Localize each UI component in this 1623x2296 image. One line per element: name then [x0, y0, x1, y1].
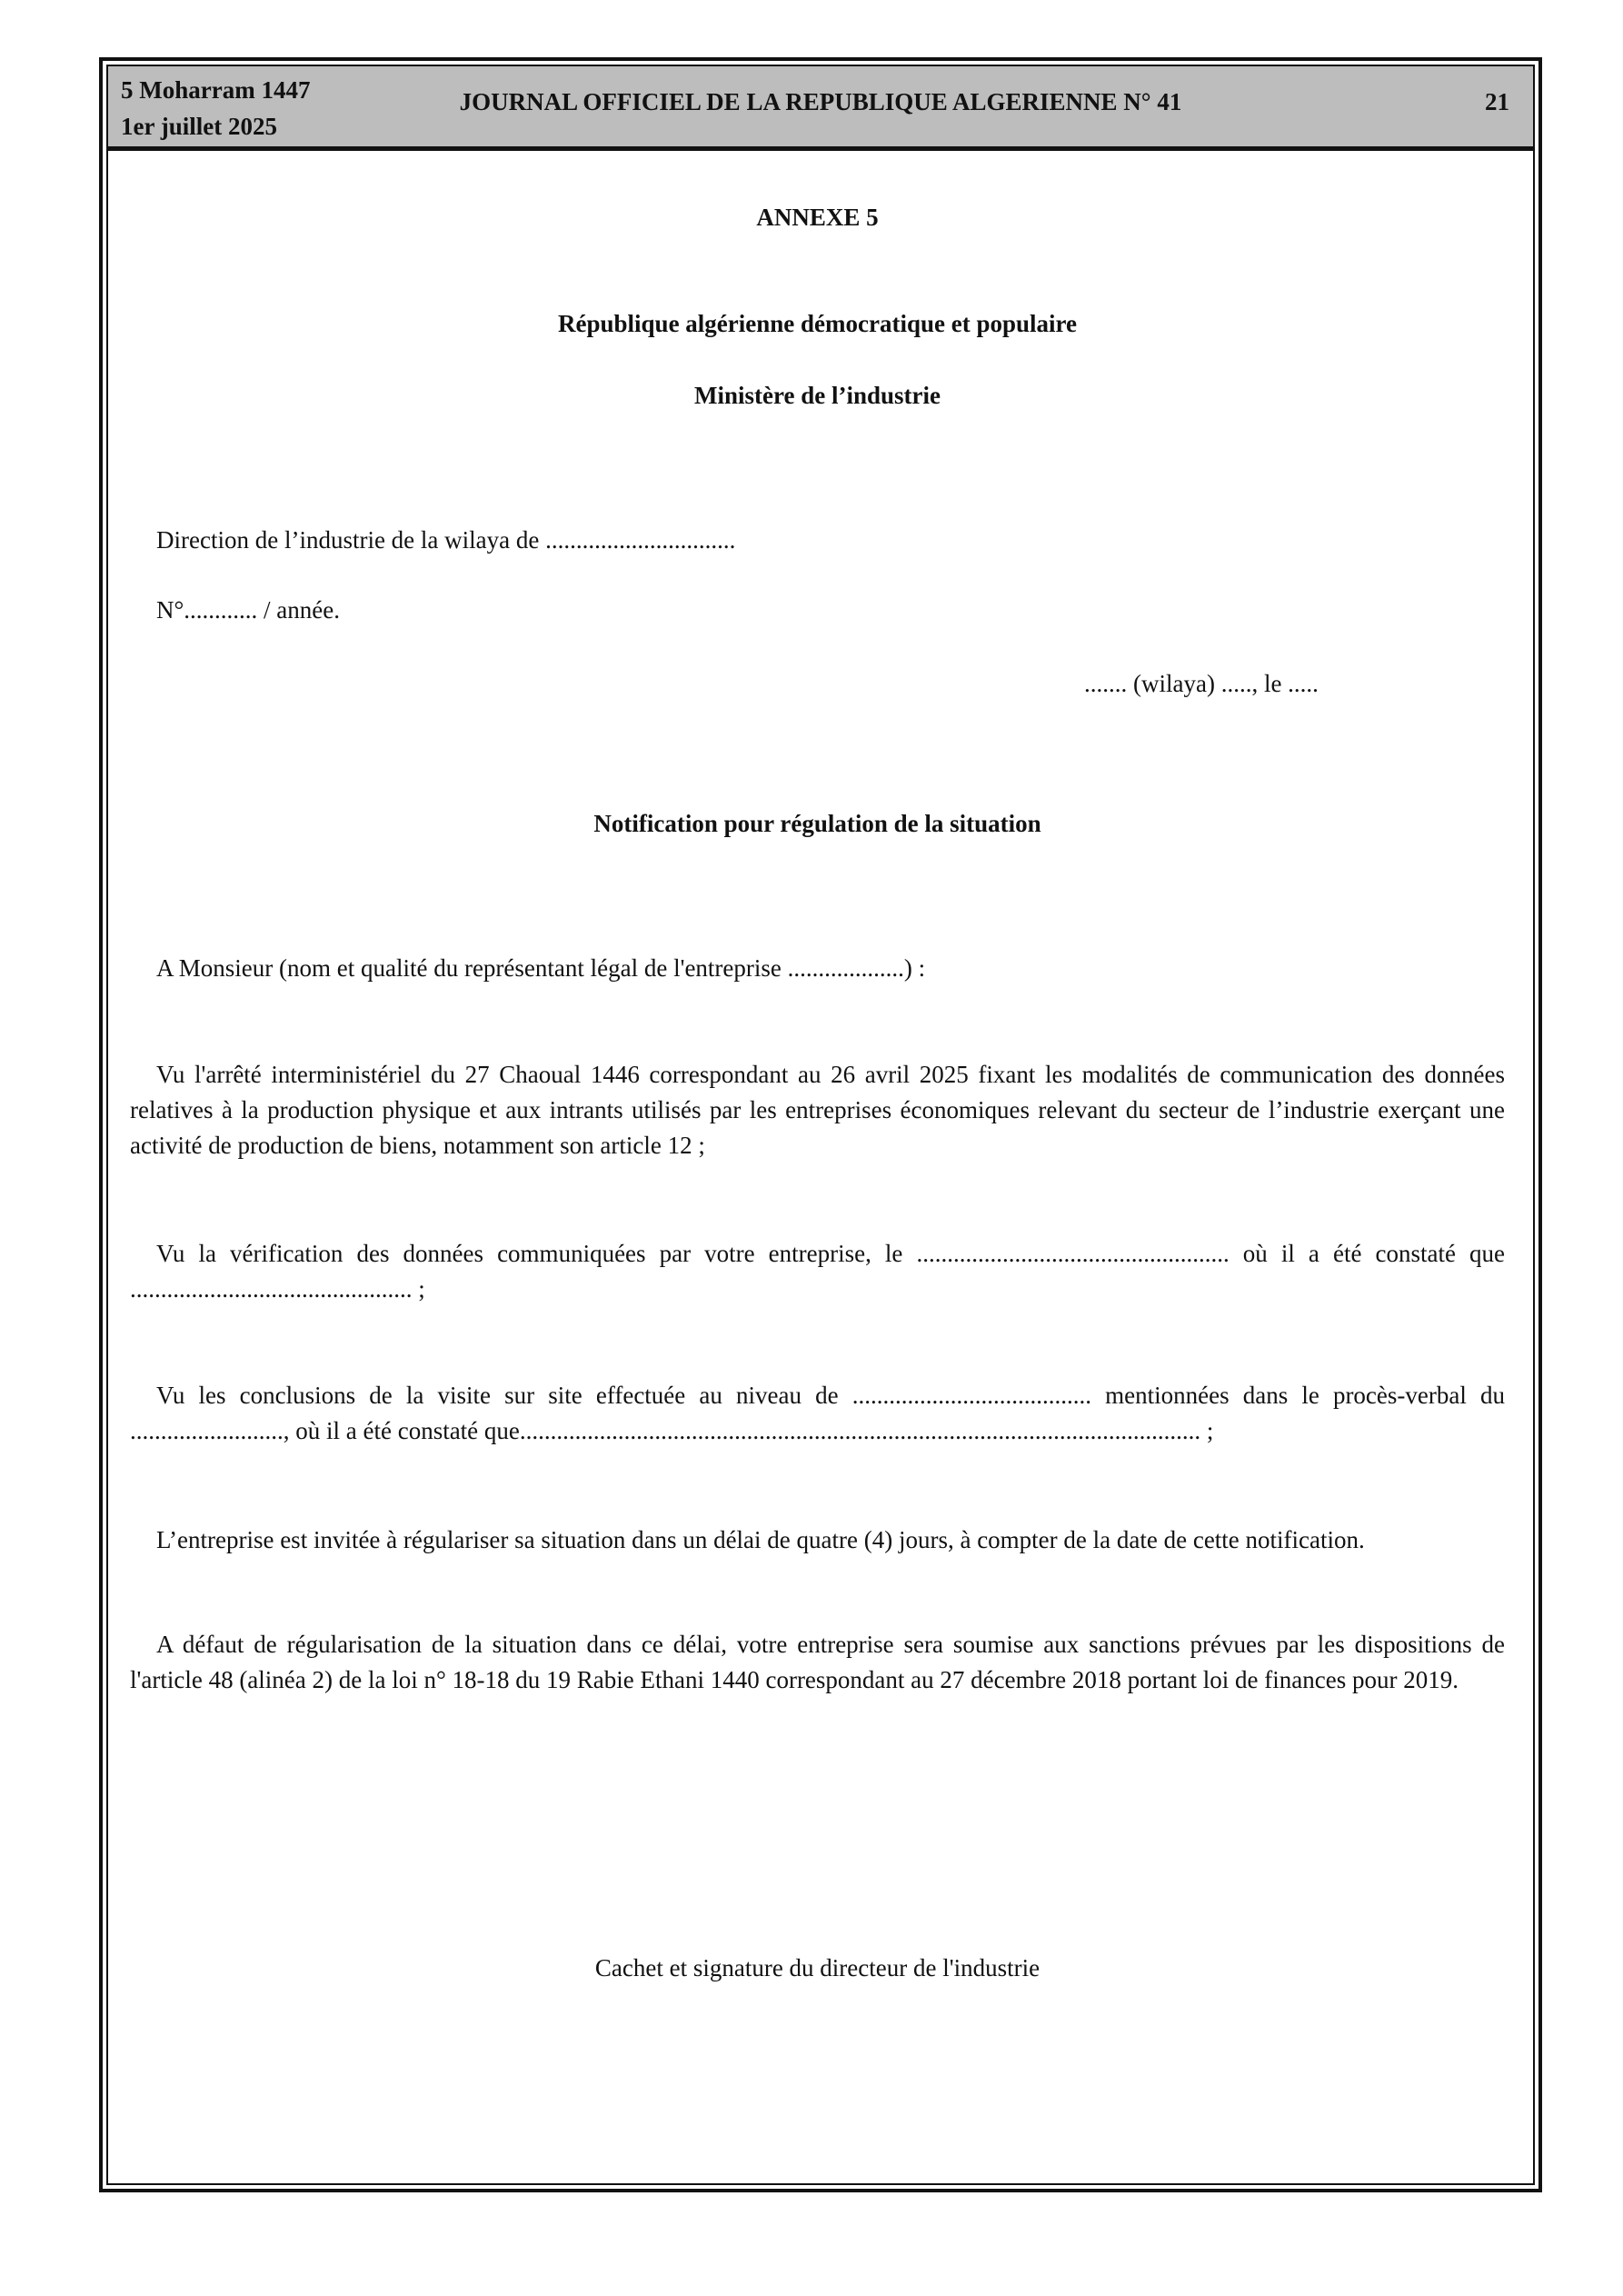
- gregorian-date: 1er juillet 2025: [121, 113, 277, 140]
- page-number: 21: [1485, 88, 1509, 115]
- direction-line: Direction de l’industrie de la wilaya de ...............................: [156, 526, 736, 554]
- reference-number: N°............ / année.: [156, 596, 340, 624]
- journal-header: [108, 66, 1533, 151]
- hijri-date: 5 Moharram 1447: [121, 76, 311, 104]
- paragraph-arrete: Vu l'arrêté interministériel du 27 Chaoual 1446 correspondant au 26 avril 2025 fixant les modalités de communication des données relatives à la production physique et aux intrants utilisés par les entreprises économiques relevant du secteur de l’industrie exerçant une activité de production de biens, notamment son article 12 ;: [130, 1061, 1505, 1159]
- republic-heading: République algérienne démocratique et populaire: [558, 310, 1077, 337]
- place-date: ....... (wilaya) ....., le .....: [1084, 670, 1319, 697]
- paragraph-delai: L’entreprise est invitée à régulariser sa situation dans un délai de quatre (4) jours, à compter de la date de cette notification.: [156, 1526, 1365, 1553]
- ministry-heading: Ministère de l’industrie: [694, 382, 941, 409]
- notification-title: Notification pour régulation de la situation: [593, 810, 1041, 837]
- signature-line: Cachet et signature du directeur de l'industrie: [594, 1954, 1041, 1982]
- journal-title: JOURNAL OFFICIEL DE LA REPUBLIQUE ALGERIENNE N° 41: [459, 88, 1182, 115]
- paragraph-visite: Vu les conclusions de la visite sur site effectuée au niveau de ....................................... mentionnées dans le procès-verbal du ........................., où il a été constaté que............................................................................................................... ;: [130, 1382, 1505, 1444]
- paragraph-verification: Vu la vérification des données communiquées par votre entreprise, le ................................................... où il a été constaté que .............................................. ;: [130, 1240, 1505, 1303]
- addressee: A Monsieur (nom et qualité du représentant légal de l'entreprise ...................) :: [156, 954, 926, 982]
- paragraph-sanctions: A défaut de régularisation de la situation dans ce délai, votre entreprise sera soumise aux sanctions prévues par les dispositions de l'article 48 (alinéa 2) de la loi n° 18-18 du 19 Rabie Ethani 1440 correspondant au 27 décembre 2018 portant loi de finances pour 2019.: [130, 1631, 1505, 1693]
- annex-title: ANNEXE 5: [756, 204, 879, 231]
